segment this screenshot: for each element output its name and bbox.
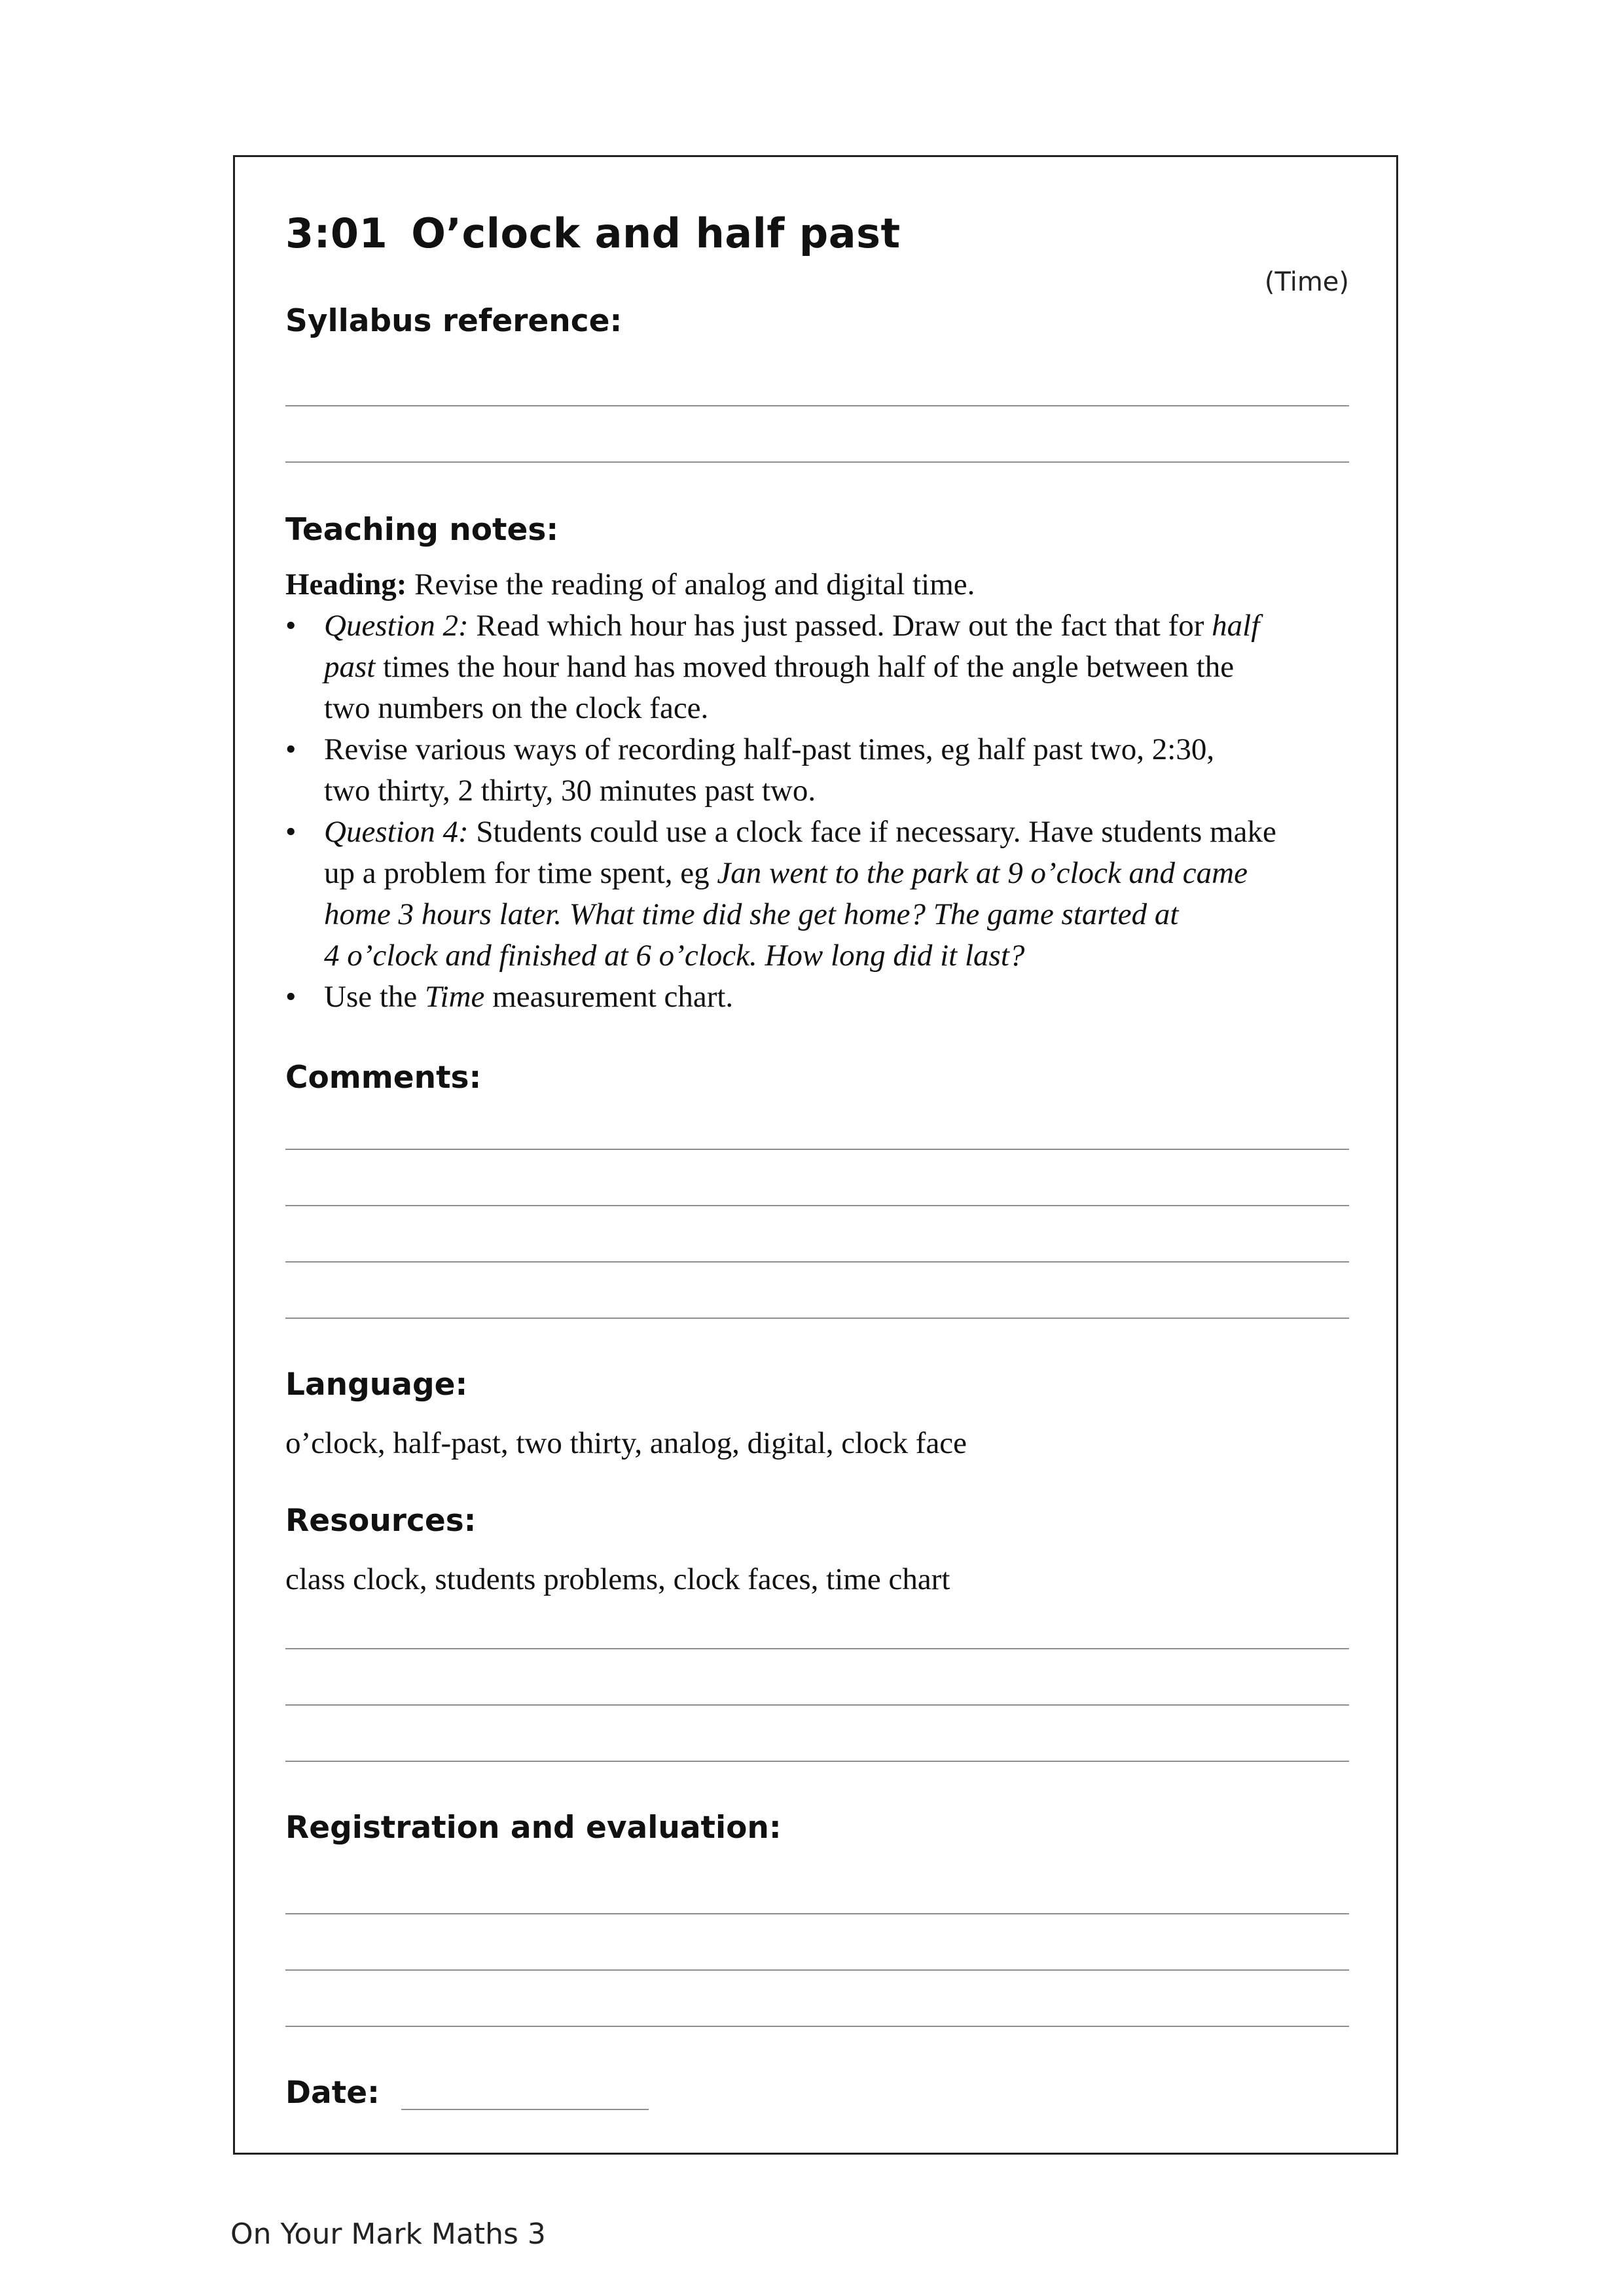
note-text: Students could use a clock face if necessary. Have students make [468,815,1276,849]
comments-line-1[interactable] [285,1149,1349,1150]
note-text: Use the [324,980,425,1014]
teaching-notes-body [285,564,1359,1018]
resources-line-3[interactable] [285,1761,1349,1762]
comments-line-2[interactable] [285,1205,1349,1206]
date-input-line[interactable] [401,2109,649,2110]
list-item [285,812,1359,977]
resources-heading: Resources: [285,1503,477,1539]
question-label: Question 2: [324,609,469,643]
lesson-number: 3:01 [285,209,388,257]
list-item [285,605,1359,729]
page-frame [233,155,1398,2155]
bullet-mark: • [285,609,297,643]
footer-book-title: On Your Mark Maths 3 [230,2217,546,2251]
registration-heading: Registration and evaluation: [285,1810,782,1846]
note-text: Read which hour has just passed. Draw out the fact that for [468,609,1212,643]
syllabus-line-1[interactable] [285,405,1349,406]
notes-heading-label: Heading: [285,567,407,601]
note-text: measurement chart. [484,980,734,1014]
note-text: two numbers on the clock face. [324,691,709,725]
topic-label: (Time) [1264,267,1349,297]
teaching-notes-heading: Teaching notes: [285,512,559,548]
comments-line-4[interactable] [285,1318,1349,1319]
note-italic: half [1212,609,1260,643]
list-item [285,977,1359,1018]
note-text: Revise various ways of recording half-past times, eg half past two, 2:30, [324,732,1215,766]
registration-line-3[interactable] [285,2026,1349,2027]
language-text: o’clock, half-past, two thirty, analog, digital, clock face [285,1426,967,1460]
date-label: Date: [285,2075,380,2111]
bullet-mark: • [285,732,297,766]
note-text: up a problem for time spent, eg [324,856,717,890]
bullet-mark: • [285,980,297,1014]
resources-text: class clock, students problems, clock faces, time chart [285,1562,950,1596]
bullet-mark: • [285,815,297,849]
note-italic: Time [425,980,485,1014]
syllabus-line-2[interactable] [285,461,1349,463]
comments-heading: Comments: [285,1060,482,1096]
lesson-title: O’clock and half past [411,209,901,257]
page-title [285,209,901,257]
language-heading: Language: [285,1367,468,1403]
notes-heading-text: Revise the reading of analog and digital time. [406,567,975,601]
note-italic: 4 o’clock and finished at 6 o’clock. How long did it last? [324,939,1025,973]
note-italic: past [324,650,376,684]
note-text: two thirty, 2 thirty, 30 minutes past two. [324,774,816,808]
registration-line-2[interactable] [285,1969,1349,1971]
note-italic: Jan went to the park at 9 o’clock and came [717,856,1248,890]
comments-line-3[interactable] [285,1261,1349,1263]
notes-heading-line [285,564,1359,605]
registration-line-1[interactable] [285,1913,1349,1914]
notes-bullet-list [285,605,1359,1018]
syllabus-heading: Syllabus reference: [285,303,623,339]
note-italic: home 3 hours later. What time did she get home? The game started at [324,897,1179,931]
list-item [285,729,1359,812]
note-text: times the hour hand has moved through half of the angle between the [375,650,1235,684]
question-label: Question 4: [324,815,469,849]
resources-line-2[interactable] [285,1704,1349,1706]
resources-line-1[interactable] [285,1648,1349,1649]
